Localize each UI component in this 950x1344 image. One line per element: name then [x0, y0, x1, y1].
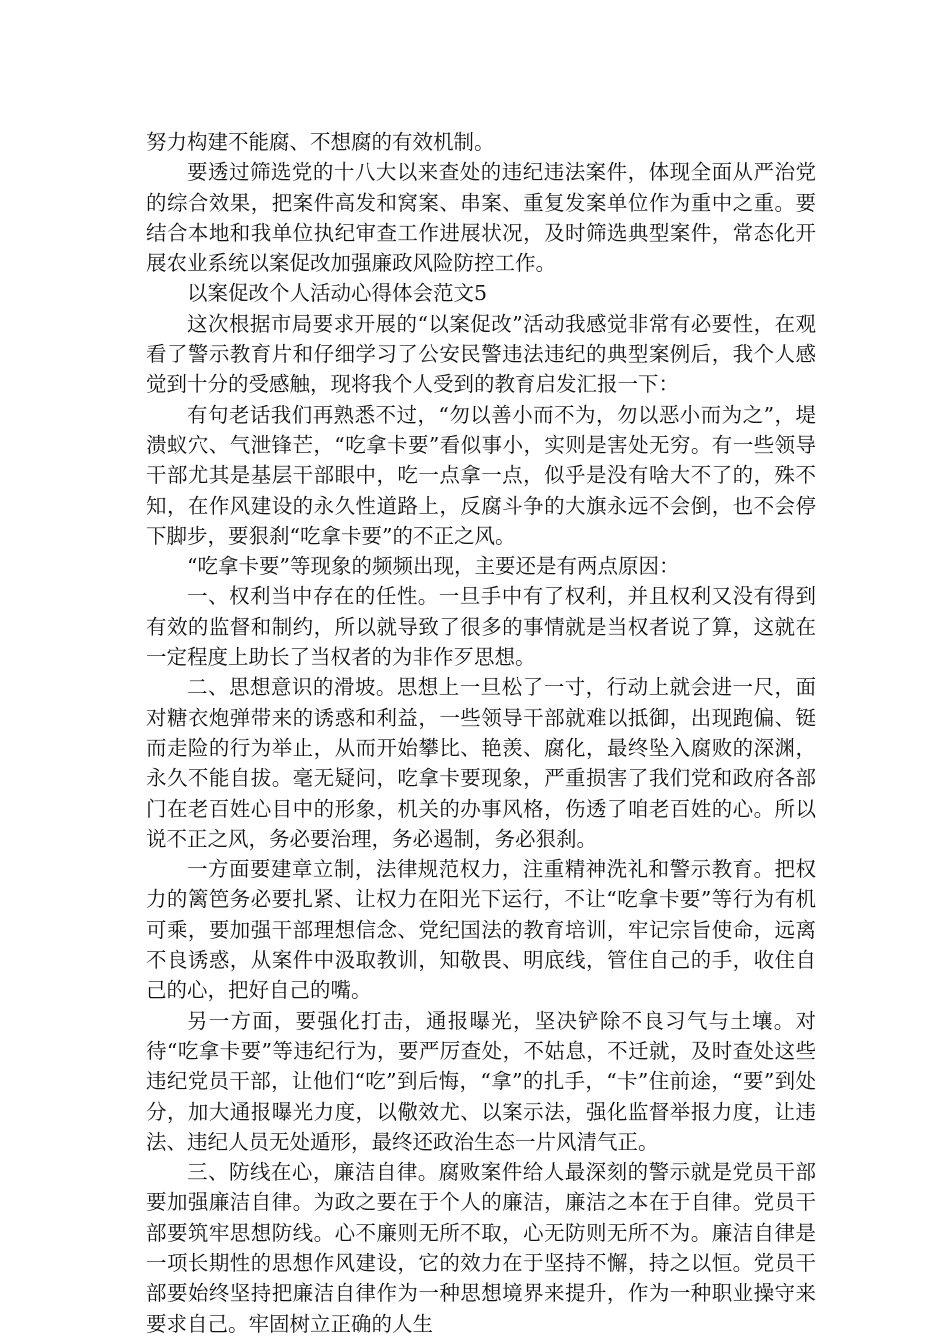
paragraph: 一、权利当中存在的任性。一旦手中有了权利，并且权利又没有得到有效的监督和制约，所以就导致了很多的事情就是当权者说了算，这就在一定程度上助长了当权者的为非作歹思想。	[146, 584, 816, 670]
section-heading: 以案促改个人活动心得体会范文5	[187, 281, 488, 306]
paragraph: 要透过筛选党的十八大以来查处的违纪违法案件，体现全面从严治党的综合效果，把案件高发和窝案、串案、重复发案单位作为重中之重。要结合本地和我单位执纪审查工作进展状况，及时筛选典型案件，常态化开展农业系统以案促改加强廉政风险防控工作。	[146, 160, 816, 276]
paragraph: 一方面要建章立制，法律规范权力，注重精神洗礼和警示教育。把权力的篱笆务必要扎紧、让权力在阳光下运行，不让“吃拿卡要”等行为有机可乘，要加强干部理想信念、党纪国法的教育培训，牢记宗旨使命，远离不良诱惑，从案件中汲取教训，知敬畏、明底线，管住自己的手，收住自己的心，把好自己的嘴。	[146, 857, 816, 1003]
paragraph: 努力构建不能腐、不想腐的有效机制。	[146, 130, 495, 154]
paragraph: 这次根据市局要求开展的“以案促改”活动我感觉非常有必要性，在观看了警示教育片和仔细学习了公安民警违法违纪的典型案例后，我个人感觉到十分的受感触，现将我个人受到的教育启发汇报一下：	[146, 311, 816, 397]
paragraph: 二、思想意识的滑坡。思想上一旦松了一寸，行动上就会进一尺，面对糖衣炮弹带来的诱惑和利益，一些领导干部就难以抵御，出现跑偏、铤而走险的行为举止，从而开始攀比、艳羡、腐化，最终坠入腐败的深渊，永久不能自拔。毫无疑问，吃拿卡要现象，严重损害了我们党和政府各部门在老百姓心目中的形象，机关的办事风格，伤透了咱老百姓的心。所以说不正之风，务必要治理，务必遏制，务必狠刹。	[146, 675, 816, 851]
paragraph: 另一方面，要强化打击，通报曝光，坚决铲除不良习气与土壤。对待“吃拿卡要”等违纪行为，要严厉查处，不姑息，不迁就，及时查处这些违纪党员干部，让他们“吃”到后悔，“拿”的扎手，“卡”住前途，“要”到处分，加大通报曝光力度，以儆效尤、以案示法，强化监督举报力度，让违法、违纪人员无处遁形，最终还政治生态一片风清气正。	[146, 1008, 816, 1154]
document-body	[146, 127, 816, 1339]
paragraph: 有句老话我们再熟悉不过，“勿以善小而不为，勿以恶小而为之”，堤溃蚁穴、气泄锋芒，“吃拿卡要”看似事小，实则是害处无穷。有一些领导干部尤其是基层干部眼中，吃一点拿一点，似乎是没有啥大不了的，殊不知，在作风建设的永久性道路上，反腐斗争的大旗永远不会倒，也不会停下脚步，要狠刹“吃拿卡要”的不正之风。	[146, 402, 816, 548]
paragraph: 三、防线在心，廉洁自律。腐败案件给人最深刻的警示就是党员干部要加强廉洁自律。为政之要在于个人的廉洁，廉洁之本在于自律。党员干部要筑牢思想防线。心不廉则无所不取，心无防则无所不为。廉洁自律是一项长期性的思想作风建设，它的效力在于坚持不懈，持之以恒。党员干部要始终坚持把廉洁自律作为一种思想境界来提升，作为一种职业操守来要求自己。牢固树立正确的人生	[146, 1160, 816, 1336]
paragraph: “吃拿卡要”等现象的频频出现，主要还是有两点原因：	[187, 554, 680, 579]
